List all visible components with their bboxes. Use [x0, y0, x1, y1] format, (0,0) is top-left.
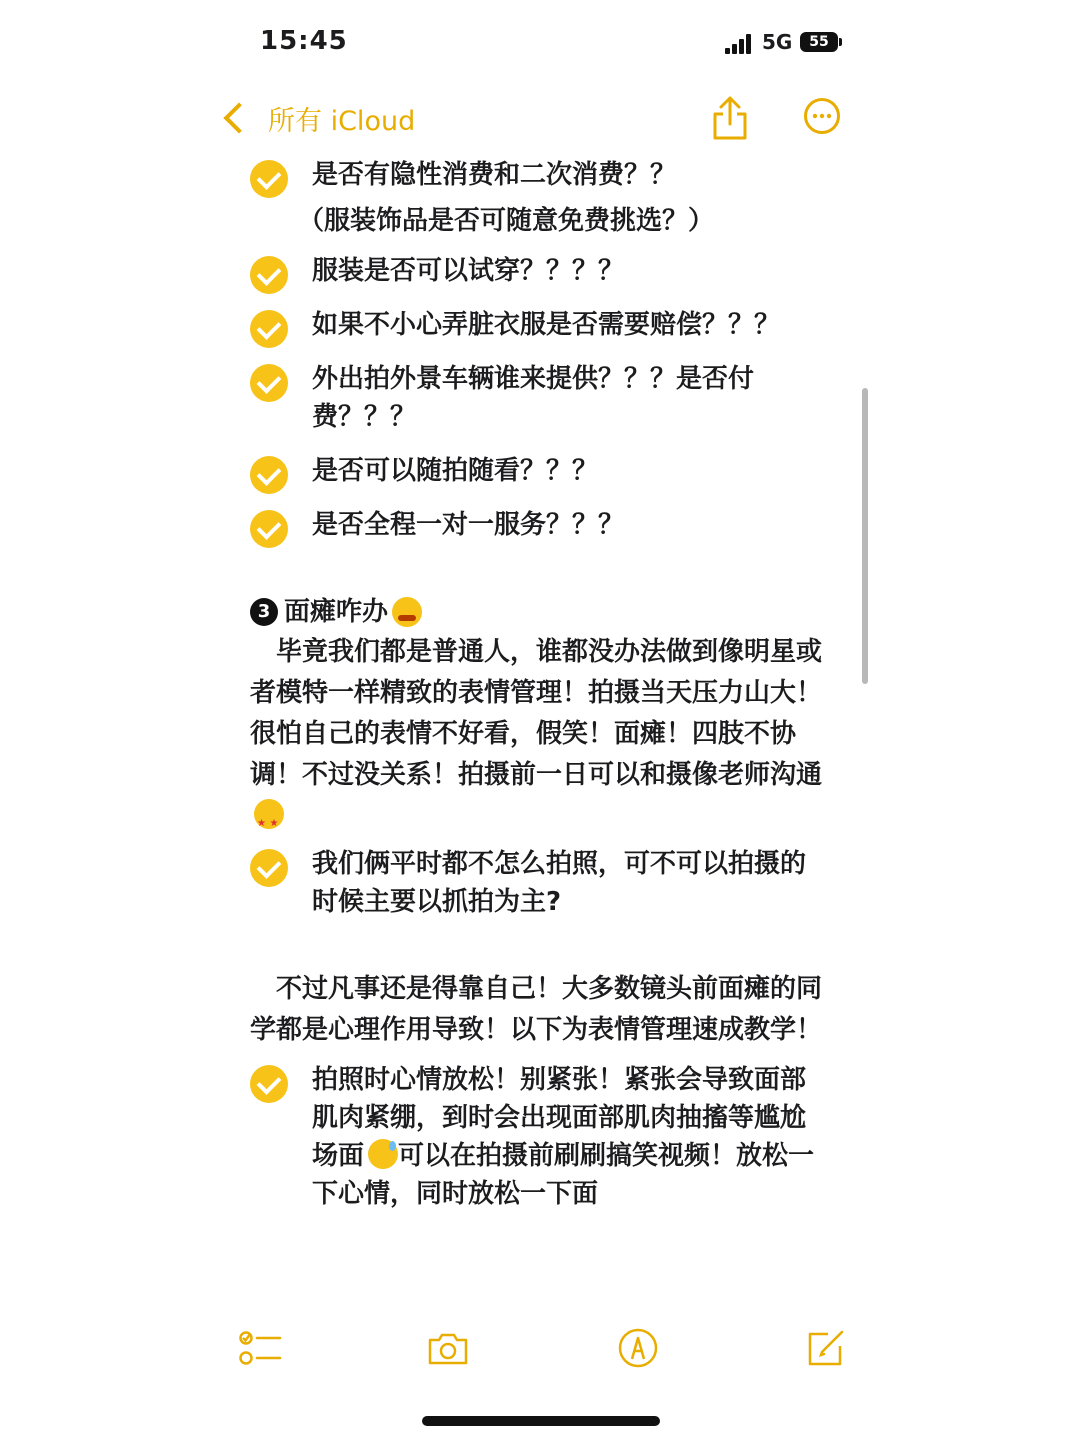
checkmark-icon[interactable] [250, 849, 288, 887]
home-indicator[interactable] [422, 1416, 660, 1426]
list-item: 如果不小心弄脏衣服是否需要赔偿？？？ [250, 306, 830, 344]
compose-icon[interactable] [804, 1326, 848, 1370]
notes-screen [230, 0, 860, 1440]
section-heading [250, 592, 830, 632]
more-icon[interactable] [804, 98, 840, 134]
section-title: 面瘫咋办 [284, 597, 389, 627]
checkmark-icon[interactable] [250, 510, 288, 548]
back-label: 所有 iCloud [268, 105, 416, 137]
checkmark-icon[interactable] [250, 456, 288, 494]
scroll-indicator[interactable] [862, 388, 868, 684]
checkmark-icon[interactable] [250, 310, 288, 348]
chevron-left-icon [223, 102, 254, 133]
list-item: 外出拍外景车辆谁来提供？？？是否付费？？？ [250, 360, 830, 436]
list-item: 是否有隐性消费和二次消费？？ [250, 156, 830, 194]
sub-note: （服装饰品是否可随意免费挑选？） [298, 206, 715, 236]
list-item: 我们俩平时都不怎么拍照，可不可以拍摄的时候主要以抓拍为主? [250, 845, 830, 921]
battery-icon: 55 [800, 32, 838, 52]
share-icon[interactable] [710, 94, 750, 142]
checkmark-icon[interactable] [250, 1065, 288, 1103]
number-badge: 3 [250, 598, 278, 626]
markup-icon[interactable] [616, 1326, 660, 1370]
back-button[interactable] [220, 96, 415, 140]
bottom-toolbar [230, 1320, 860, 1376]
list-item: 是否可以随拍随看？？？ [250, 452, 830, 490]
status-time: 15:45 [260, 26, 348, 56]
checkmark-icon[interactable] [250, 256, 288, 294]
sweat-smile-emoji-icon [368, 1139, 398, 1169]
list-item: 拍照时心情放松！别紧张！紧张会导致面部肌肉紧绷，到时会出现面部肌肉抽搐等尴尬场面 可以在拍摄前刷刷搞笑视频！放松一下心情，同时放松一下面 [250, 1061, 830, 1213]
star-struck-emoji-icon [254, 799, 284, 829]
checkmark-icon[interactable] [250, 160, 288, 198]
status-bar [230, 24, 860, 64]
network-label: 5G [762, 30, 793, 54]
paragraph: 不过凡事还是得靠自己！大多数镜头前面瘫的同学都是心理作用导致！以下为表情管理速成教学！ [250, 974, 823, 1045]
paragraph: 毕竟我们都是普通人，谁都没办法做到像明星或者模特一样精致的表情管理！拍摄当天压力山大！很怕自己的表情不好看，假笑！面瘫！四肢不协调！不过没关系！拍摄前一日可以和摄像老师沟通★ ★ [250, 632, 830, 837]
checklist-icon[interactable] [238, 1326, 282, 1370]
list-item: 是否全程一对一服务？？？ [250, 506, 830, 544]
list-item: 服装是否可以试穿？？？？ [250, 252, 830, 290]
signal-icon [725, 34, 753, 54]
crying-emoji-icon [392, 597, 422, 627]
nav-bar [230, 90, 860, 146]
camera-icon[interactable] [426, 1326, 470, 1370]
note-body[interactable] [250, 150, 830, 1300]
checkmark-icon[interactable] [250, 364, 288, 402]
